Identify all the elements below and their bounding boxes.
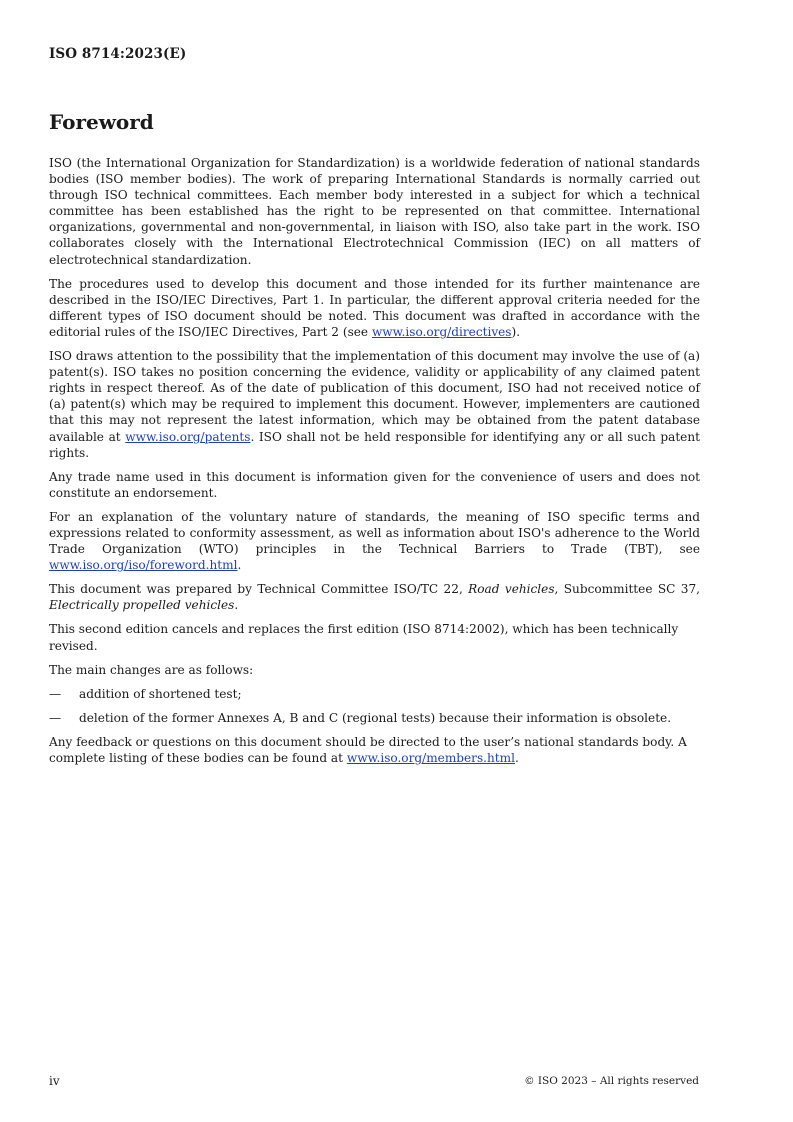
paragraph-edition: This second edition cancels and replaces the first edition (ISO 8714:2002), which has been technically revised. [49,622,679,653]
road-vehicles-italic: Road vehicles [468,582,555,597]
page-number: iv [49,1074,60,1088]
foreword-body [49,155,700,774]
paragraph-text: For an explanation of the voluntary nature of standards, the meaning of ISO specific terms and expressions related to conformity assessment, as well as information about ISO's adherence to the World Trade Organization (WTO) principles in the Technical Barriers to Trade (TBT), see [49,509,700,557]
patents-link[interactable]: www.iso.org/patents [125,429,251,444]
list-item [49,686,700,702]
paragraph-committee [49,581,700,613]
electrically-propelled-italic: Electrically propelled vehicles [49,598,235,613]
list-item-text: deletion of the former Annexes A, B and C (regional tests) because their information is obsolete. [79,710,672,725]
page-title: Foreword [49,110,154,134]
paragraph-text: This document was prepared by Technical Committee ISO/TC 22, [49,582,469,597]
paragraph-text: . [234,598,239,613]
paragraph-feedback [49,734,700,766]
list-item [49,710,700,726]
em-dash-bullet: — [49,686,62,701]
copyright-notice: © ISO 2023 – All rights reserved [524,1075,699,1087]
paragraph-trade-name: Any trade name used in this document is information given for the convenience of users and does not constitute an endorsement. [49,469,700,500]
paragraph-text: ISO draws attention to the possibility that the implementation of this document may involve the use of (a) patent(s). ISO takes no position concerning the evidence, validity or applicability of any claimed patent rights in respect thereof. As of the date of publication of this document, ISO had not received notice of (a) patent(s) which may be required to implement this document. However, implementers are cautioned that this may not represent the latest information, which may be obtained from the patent database available at [49,349,700,444]
list-item-text: addition of shortened test; [79,686,242,701]
paragraph-text: ). [511,324,521,339]
paragraph-text: Any feedback or questions on this document should be directed to the user’s national standards body. A complete listing of these bodies can be found at [49,734,687,765]
paragraph-procedures [49,276,700,340]
paragraph-text: , Subcommittee SC 37, [554,582,700,597]
paragraph-text: . [515,751,519,765]
paragraph-text: . [237,558,242,573]
members-link[interactable]: www.iso.org/members.html [346,751,515,765]
foreword-link[interactable]: www.iso.org/iso/foreword.html [49,558,238,573]
paragraph-patents [49,348,700,461]
paragraph-text: The procedures used to develop this document and those intended for its further maintenance are described in the ISO/IEC Directives, Part 1. In particular, the different approval criteria needed for the different types of ISO document should be noted. This document was drafted in accordance with the editorial rules of the ISO/IEC Directives, Part 2 (see [49,276,700,339]
directives-link[interactable]: www.iso.org/directives [371,324,512,339]
paragraph-iso-intro: ISO (the International Organization for Standardization) is a worldwide federation of national standards bodies (ISO member bodies). The work of preparing International Standards is normally carried out through ISO technical committees. Each member body interested in a subject for which a technical committee has been established has the right to be represented on that committee. International organizations, governmental and non-governmental, in liaison with ISO, also take part in the work. ISO collaborates closely with the International Electrotechnical Commission (IEC) on all matters of electrotechnical standardization. [49,156,700,267]
paragraph-voluntary-nature [49,509,700,573]
paragraph-text: . ISO shall not be held responsible for identifying any or all such patent rights. [49,429,700,460]
document-id: ISO 8714:2023(E) [49,46,187,62]
paragraph-main-changes: The main changes are as follows: [49,662,254,677]
em-dash-bullet: — [49,710,62,725]
